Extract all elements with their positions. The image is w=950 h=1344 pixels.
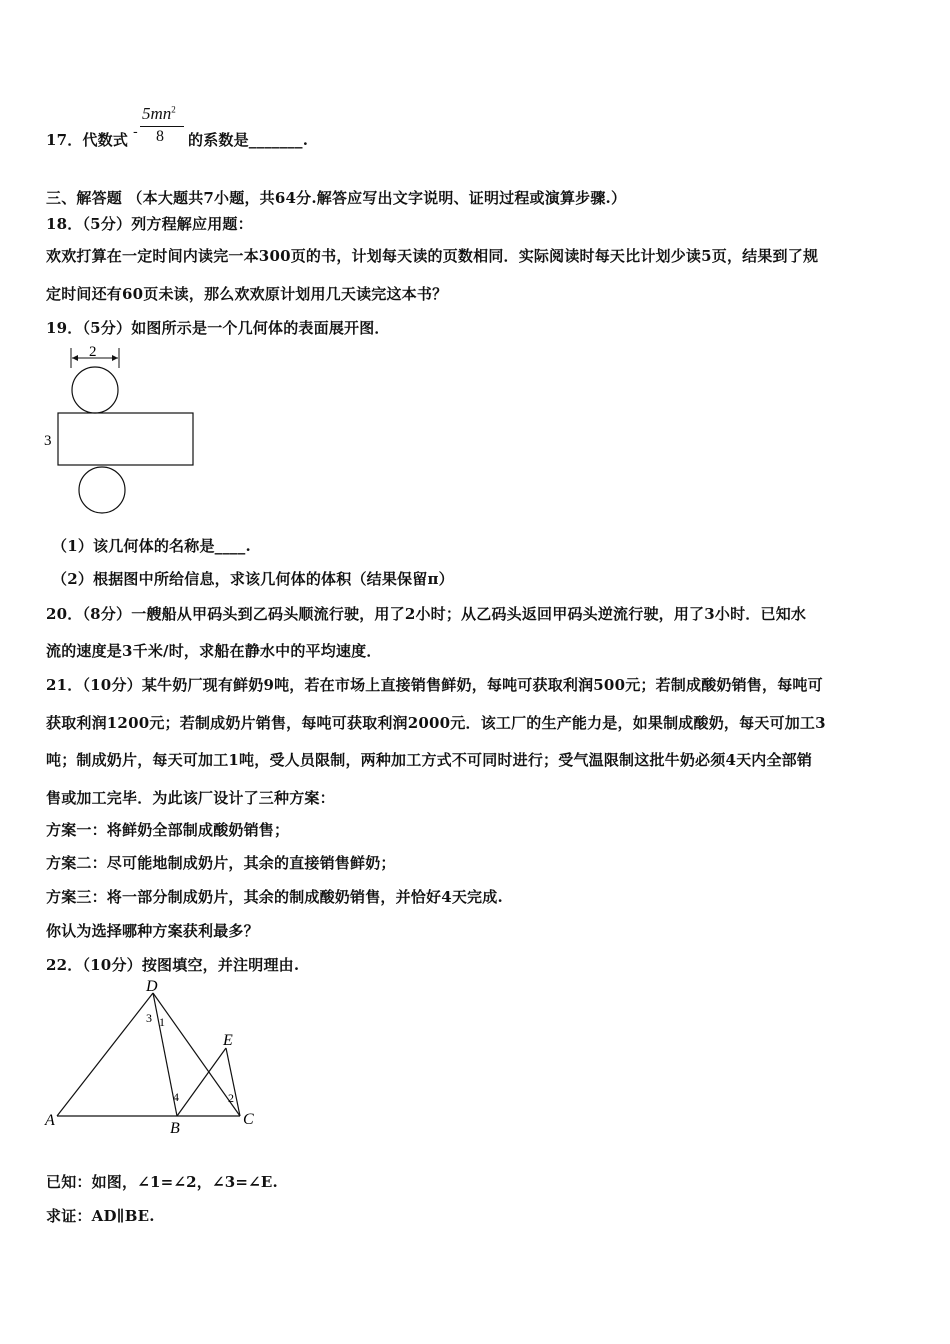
q21-plan-3: 方案三：将一部分制成奶片，其余的制成酸奶销售，并恰好4天完成. [46, 888, 503, 906]
point-label-C: C [243, 1111, 254, 1128]
q22-given: 已知：如图，∠1=∠2，∠3=∠E. [46, 1173, 278, 1191]
q17-minus-sign: - [133, 124, 138, 140]
dimension-arrow-left [72, 355, 78, 361]
point-label-D: D [146, 978, 158, 995]
q18-line-1: 欢欢打算在一定时间内读完一本300页的书，计划每天读的页数相同．实际阅读时每天比计划少读5页，结果到了规 [46, 247, 819, 265]
q21-plan-2: 方案二：尽可能地制成奶片，其余的直接销售鲜奶； [46, 854, 396, 872]
q19-title: 19．（5分）如图所示是一个几何体的表面展开图． [46, 319, 390, 337]
q18-line-2: 定时间还有60页未读，那么欢欢原计划用几天读完这本书？ [46, 285, 448, 303]
q21-question: 你认为选择哪种方案获利最多？ [46, 922, 259, 940]
q21-line-4: 售或加工完毕．为此该厂设计了三种方案： [46, 789, 335, 807]
q19-part-2: （2）根据图中所给信息，求该几何体的体积（结果保留π） [52, 570, 454, 588]
segment-AD [57, 993, 153, 1116]
height-label: 3 [44, 433, 52, 449]
point-label-B: B [170, 1120, 180, 1137]
q19-net-figure [40, 340, 210, 520]
fraction-bar [140, 126, 184, 127]
angle-label-3: 3 [146, 1011, 152, 1025]
segment-BE [177, 1048, 226, 1116]
q21-plan-1: 方案一：将鲜奶全部制成酸奶销售； [46, 821, 290, 839]
q22-title: 22．（10分）按图填空，并注明理由. [46, 956, 300, 974]
angle-label-1: 1 [159, 1015, 165, 1029]
point-label-E: E [223, 1032, 233, 1049]
q21-line-2: 获取利润1200元；若制成奶片销售，每吨可获取利润2000元．该工厂的生产能力是，如果制成酸奶，每天可加工3 [46, 714, 826, 732]
q21-line-1: 21．（10分）某牛奶厂现有鲜奶9吨，若在市场上直接销售鲜奶，每吨可获取利润500元；若制成酸奶销售，每吨可 [46, 676, 823, 694]
q20-line-2: 流的速度是3千米/时，求船在静水中的平均速度． [46, 642, 382, 660]
dimension-arrow-right [112, 355, 118, 361]
lateral-rectangle [58, 413, 193, 465]
q17-suffix: 的系数是_______. [188, 131, 309, 149]
point-label-A: A [45, 1112, 55, 1129]
q17-denominator: 8 [156, 128, 164, 145]
q22-geometry-figure [40, 975, 280, 1140]
bottom-circle [79, 467, 125, 513]
q19-part-1: （1）该几何体的名称是____. [52, 537, 251, 555]
q20-line-1: 20．（8分）一艘船从甲码头到乙码头顺流行驶，用了2小时；从乙码头返回甲码头逆流行驶，用了3小时．已知水 [46, 605, 807, 623]
q22-prove: 求证：AD∥BE. [46, 1207, 155, 1225]
q21-line-3: 吨；制成奶片，每天可加工1吨，受人员限制，两种加工方式不可同时进行；受气温限制这批牛奶必须4天内全部销 [46, 751, 813, 769]
angle-label-4: 4 [173, 1090, 179, 1104]
top-circle [72, 367, 118, 413]
angle-label-2: 2 [228, 1091, 234, 1105]
diameter-label: 2 [89, 344, 97, 360]
section-3-heading: 三、解答题 （本大题共7小题，共64分.解答应写出文字说明、证明过程或演算步骤.） [46, 189, 627, 207]
q18-title: 18．（5分）列方程解应用题： [46, 215, 253, 233]
q17-numerator: $5mn^2$ [142, 104, 176, 123]
q17-prefix: 17．代数式 [46, 131, 129, 149]
